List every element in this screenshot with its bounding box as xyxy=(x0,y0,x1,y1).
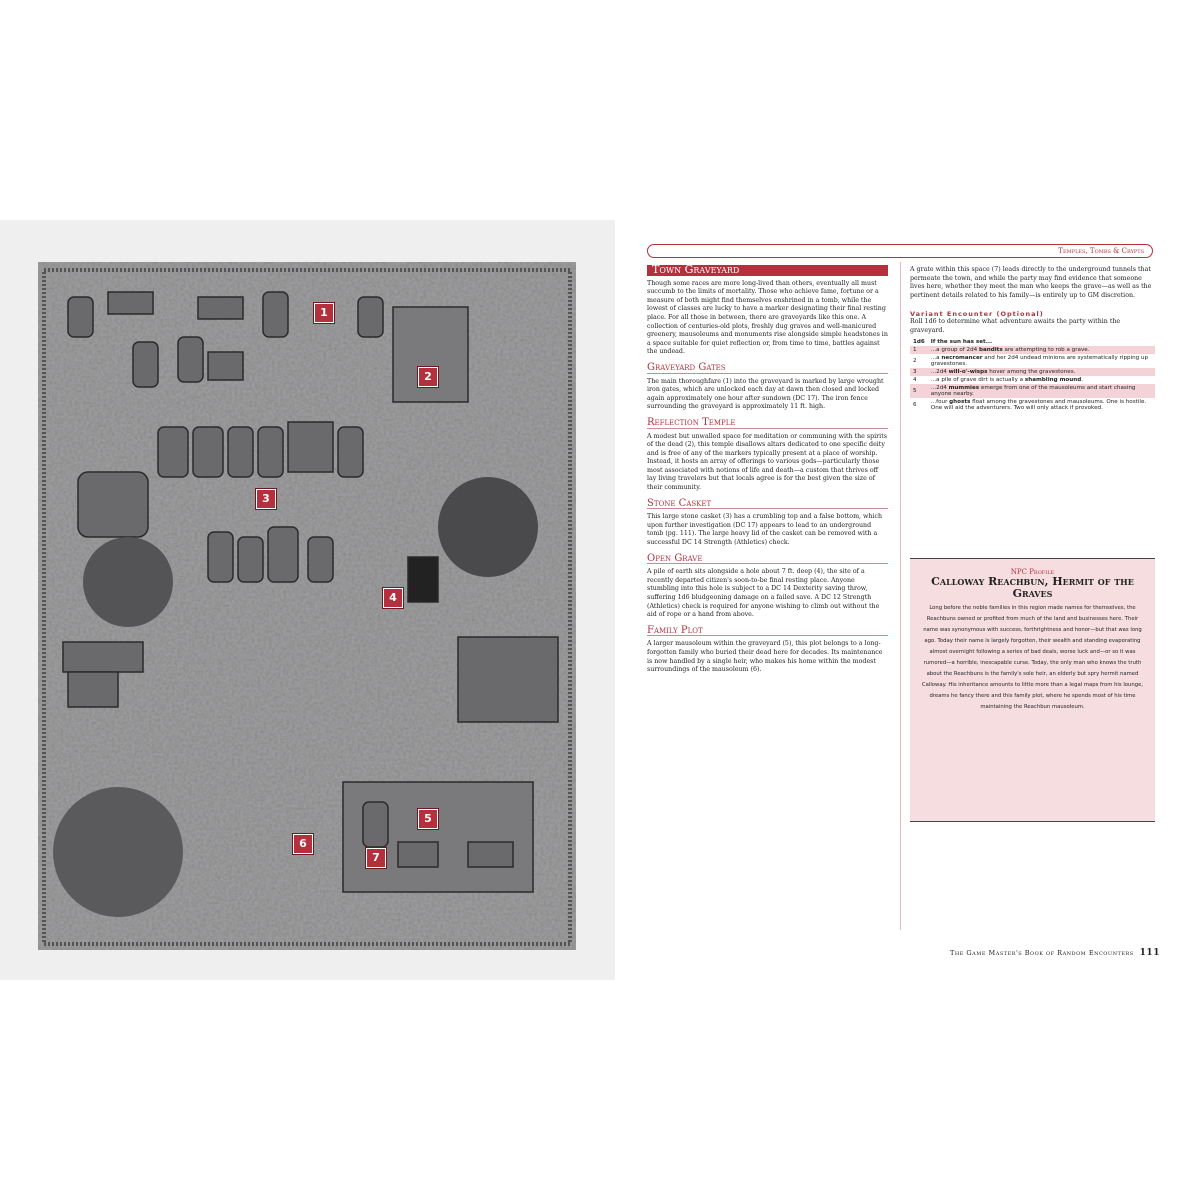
section-text: A pile of earth sits alongside a hole about 7 ft. deep (4), the site of a recently departed citizen's soon-to-be final resting place. Anyone stumbling into this hole is subject to a DC 14 Dexterity saving throw, suffering 1d6 bludgeoning damage on a failed save. A DC 12 Strength (Athletics) check is required for anyone wishing to climb out without the aid of rope or a hand from above. xyxy=(647,568,880,619)
col-die: 1d6 xyxy=(913,338,925,345)
map-marker-2: 2 xyxy=(418,367,438,387)
result-pre: ...a group of 2d4 xyxy=(930,346,979,353)
section-text: The main thoroughfare (1) into the graveyard is marked by large wrought iron gates, which are unlocked each day at dawn then closed and locked again approximately one hour after sundown (DC 17). The iron fence surrounding the graveyard is approximately 11 ft. high. xyxy=(647,377,884,411)
table-row xyxy=(910,398,1155,412)
roll-value: 5 xyxy=(913,387,917,394)
result-pre: ...a pile of grave dirt is actually a xyxy=(930,376,1025,383)
result-creature: ghosts xyxy=(949,398,971,405)
result-post: . xyxy=(1081,376,1083,383)
result-text xyxy=(928,368,1155,376)
roll-value: 3 xyxy=(913,368,917,375)
map-marker-3: 3 xyxy=(256,489,276,509)
page-title: Town Graveyard xyxy=(647,265,888,276)
section-heading: Open Grave xyxy=(647,555,888,565)
section-text: This large stone casket (3) has a crumbling top and a false bottom, which upon further investigation (DC 17) appears to lead to an underground tomb (pg. 111). The large heavy lid of the casket can be removed with a successful DC 14 Strength (Athletics) check. xyxy=(647,513,883,547)
result-post: are attempting to rob a grave. xyxy=(1002,346,1090,353)
roll-value: 2 xyxy=(913,357,917,364)
result-text xyxy=(928,376,1155,384)
table-row xyxy=(910,376,1155,384)
variant-intro: Roll 1d6 to determine what adventure awaits the party within the graveyard. xyxy=(910,318,1121,334)
page-number: 111 xyxy=(1139,948,1160,958)
roll-value: 6 xyxy=(913,401,917,408)
right-column xyxy=(910,266,1155,412)
continued-text: A grate within this space (7) leads directly to the underground tunnels that permeate the town, and while the party may find evidence that someone lives here, whether they meet the man who keeps the grave—as well as the pertinent details related to his family—is entirely up to GM discretion. xyxy=(910,266,1152,299)
section-text: A larger mausoleum within the graveyard (5), this plot belongs to a long-forgotten family who buried their dead here for decades. Its maintenance is now handled by a single heir, who makes his home within the modest surroundings of the mausoleum (6). xyxy=(647,640,883,674)
map-marker-1: 1 xyxy=(314,303,334,323)
map-marker-7: 7 xyxy=(366,848,386,868)
book-title: The Game Master's Book of Random Encounters xyxy=(950,949,1134,957)
npc-kicker: NPC Profile xyxy=(1010,568,1055,576)
table-row xyxy=(910,346,1155,354)
result-creature: necromancer xyxy=(941,354,983,361)
map-marker-6: 6 xyxy=(293,834,313,854)
result-pre: ...a xyxy=(930,354,942,361)
npc-name: Calloway Reachbun, Hermit of the Graves xyxy=(931,575,1134,600)
table-row xyxy=(910,384,1155,398)
section-heading: Graveyard Gates xyxy=(647,364,888,374)
result-creature: mummies xyxy=(948,384,980,391)
variant-heading: Variant Encounter (Optional) xyxy=(910,310,1044,319)
column-divider xyxy=(900,262,901,930)
map-marker-5: 5 xyxy=(418,809,438,829)
npc-profile-box xyxy=(910,558,1155,822)
npc-bio: Long before the noble families in this region made names for themselves, the Reachbuns owned or profited from much of the land and businesses here. Their name was synonymous with success, forthrightness and honor—but that was long ago. Today their name is largely forgotten, their wealth and standing evaporating almost overnight following a series of bad deals, worse luck and—or so it was rumored—a horrible, inescapable curse. Today, the only man who knows the truth about the Reachbuns is the family's sole heir, an elderly but spry hermit named Calloway. His inheritance amounts to little more than a legal maps from his lounge, dreams he fancy there and this family plot, where he spends most of his time maintaining the Reachbun mausoleum. xyxy=(921,605,1144,710)
section-heading: Reflection Temple xyxy=(647,419,888,429)
result-text xyxy=(928,346,1155,354)
result-pre: ...2d4 xyxy=(930,368,949,375)
section-heading: Stone Casket xyxy=(647,500,888,510)
intro-text: Though some races are more long-lived than others, eventually all must succumb to the limits of mortality. Those who achieve fame, fortune or a measure of both might find themselves enshrined in a tomb, while the lowest of classes are lucky to have a marker designating their final resting place. For all those in between, there are graveyards like this one. A collection of centuries-old plots, freshly dug graves and well-manicured greenery, mausoleums and monuments rise alongside simple headstones in a space suitable for quiet reflection or, from time to time, battles against the undead. xyxy=(647,279,888,356)
result-post: and her 2d4 undead minions are systematically ripping up gravestones. xyxy=(930,354,1149,367)
result-text xyxy=(928,384,1155,398)
result-creature: bandits xyxy=(978,346,1003,353)
result-post: hover among the gravestones. xyxy=(987,368,1076,375)
left-column xyxy=(647,265,888,679)
running-header: Temples, Tombs & Crypts xyxy=(647,244,1153,258)
roll-value: 1 xyxy=(913,346,917,353)
result-pre: ...four xyxy=(930,398,950,405)
map-marker-4: 4 xyxy=(383,588,403,608)
encounter-table xyxy=(910,338,1155,412)
result-text xyxy=(928,354,1155,368)
table-row xyxy=(910,354,1155,368)
roll-value: 4 xyxy=(913,376,917,383)
result-text xyxy=(928,398,1155,412)
result-post: emerge from one of the mausoleums and start chasing anyone nearby. xyxy=(930,384,1136,397)
page-footer xyxy=(950,948,1160,958)
result-pre: ...2d4 xyxy=(930,384,949,391)
table-row xyxy=(910,368,1155,376)
col-text: If the sun has set... xyxy=(930,338,993,345)
section-text: A modest but unwalled space for meditation or communing with the spirits of the dead (2), this temple disallows altars dedicated to one specific deity and is free of any of the markers typically present at a place of worship. Instead, it hosts an array of offerings to various gods—particularly those most associated with notions of life and death—a custom that thrives off lay living travelers but that locals agree is for the best given the size of their community. xyxy=(647,432,887,492)
result-creature: will-o'-wisps xyxy=(948,368,988,375)
section-heading: Family Plot xyxy=(647,627,888,637)
result-post: float among the gravestones and mausoleums. One is hostile. One will aid the adventurers. Two will only attack if provoked. xyxy=(930,398,1147,411)
result-creature: shambling mound xyxy=(1024,376,1082,383)
